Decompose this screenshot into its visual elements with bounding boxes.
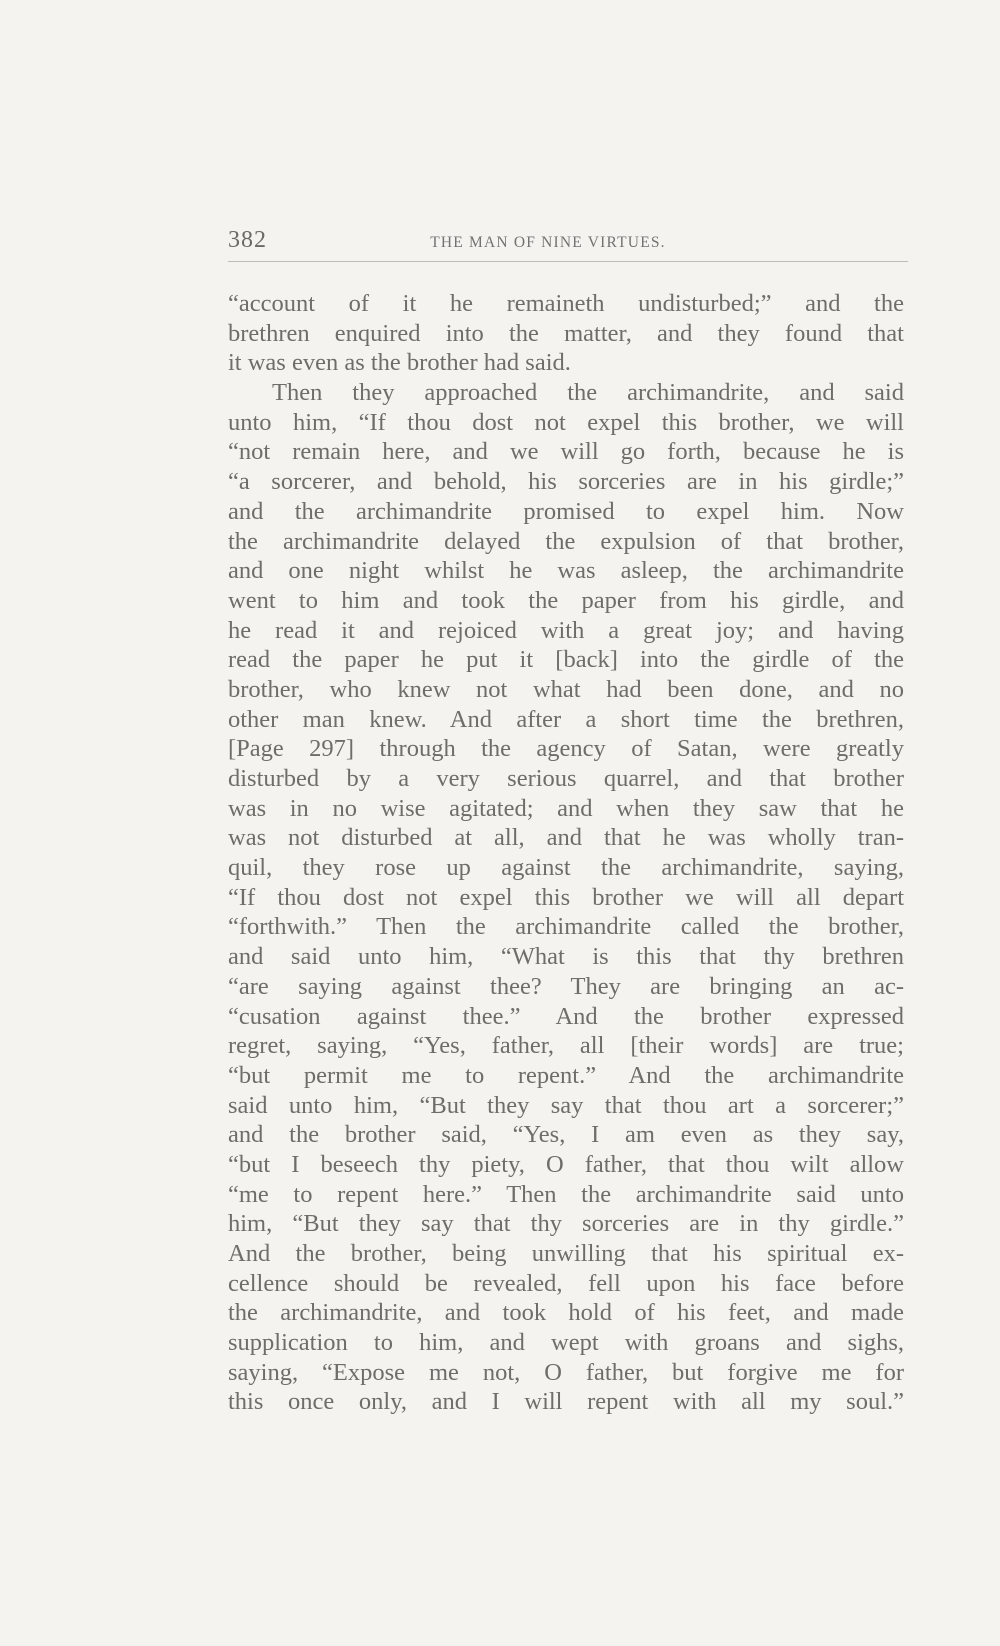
text-line: the archimandrite, and took hold of his feet, and made [228,1299,904,1327]
text-line: and said unto him, “What is this that thy brethren [228,943,904,971]
text-line: the archimandrite delayed the expulsion of that brother, [228,527,904,555]
text-line: and one night whilst he was asleep, the archimandrite [228,557,904,585]
text-line: “but permit me to repent.” And the archimandrite [228,1061,904,1089]
text-line: cellence should be revealed, fell upon his face before [228,1269,904,1297]
text-line: read the paper he put it [back] into the girdle of the [228,646,904,674]
text-line: him, “But they say that thy sorceries are in thy girdle.” [228,1210,904,1238]
text-line: brethren enquired into the matter, and they found that [228,319,904,347]
text-line: “a sorcerer, and behold, his sorceries are in his girdle;” [228,468,904,496]
page-header [228,227,908,262]
text-line: supplication to him, and wept with groans and sighs, [228,1329,904,1357]
text-line: “If thou dost not expel this brother we will all depart [228,883,904,911]
text-line: went to him and took the paper from his girdle, and [228,586,904,614]
text-line: was not disturbed at all, and that he was wholly tran- [228,824,904,852]
text-line: saying, “Expose me not, O father, but forgive me for [228,1358,904,1386]
text-line: said unto him, “But they say that thou art a sorcerer;” [228,1091,904,1119]
text-line: regret, saying, “Yes, father, all [their words] are true; [228,1032,904,1060]
text-line: “but I beseech thy piety, O father, that thou wilt allow [228,1150,904,1178]
text-line: he read it and rejoiced with a great joy; and having [228,616,904,644]
text-line: “cusation against thee.” And the brother expressed [228,1002,904,1030]
text-line: unto him, “If thou dost not expel this brother, we will [228,408,904,436]
text-line: and the brother said, “Yes, I am even as they say, [228,1121,904,1149]
text-line: other man knew. And after a short time the brethren, [228,705,904,733]
text-line: Then they approached the archimandrite, and said [272,379,904,407]
text-line: And the brother, being unwilling that his spiritual ex- [228,1240,904,1267]
text-line: was in no wise agitated; and when they saw that he [228,794,904,822]
text-line: this once only, and I will repent with all my soul.” [228,1388,904,1416]
text-line: disturbed by a very serious quarrel, and that brother [228,765,904,792]
text-line: “forthwith.” Then the archimandrite called the brother, [228,913,904,941]
text-line: “account of it he remaineth undisturbed;” and the [228,290,904,317]
running-head: THE MAN OF NINE VIRTUES. [430,234,666,251]
text-line: “are saying against thee? They are bringing an ac- [228,972,904,1000]
body-text [228,289,904,1417]
text-line: it was even as the brother had said. [228,349,571,377]
text-line: quil, they rose up against the archimandrite, saying, [228,854,904,882]
text-line: and the archimandrite promised to expel him. Now [228,497,904,525]
text-line: “not remain here, and we will go forth, because he is [228,438,904,466]
text-line: brother, who knew not what had been done, and no [228,675,904,703]
text-line: [Page 297] through the agency of Satan, were greatly [228,735,904,763]
page-number: 382 [228,227,267,253]
text-line: “me to repent here.” Then the archimandrite said unto [228,1180,904,1208]
